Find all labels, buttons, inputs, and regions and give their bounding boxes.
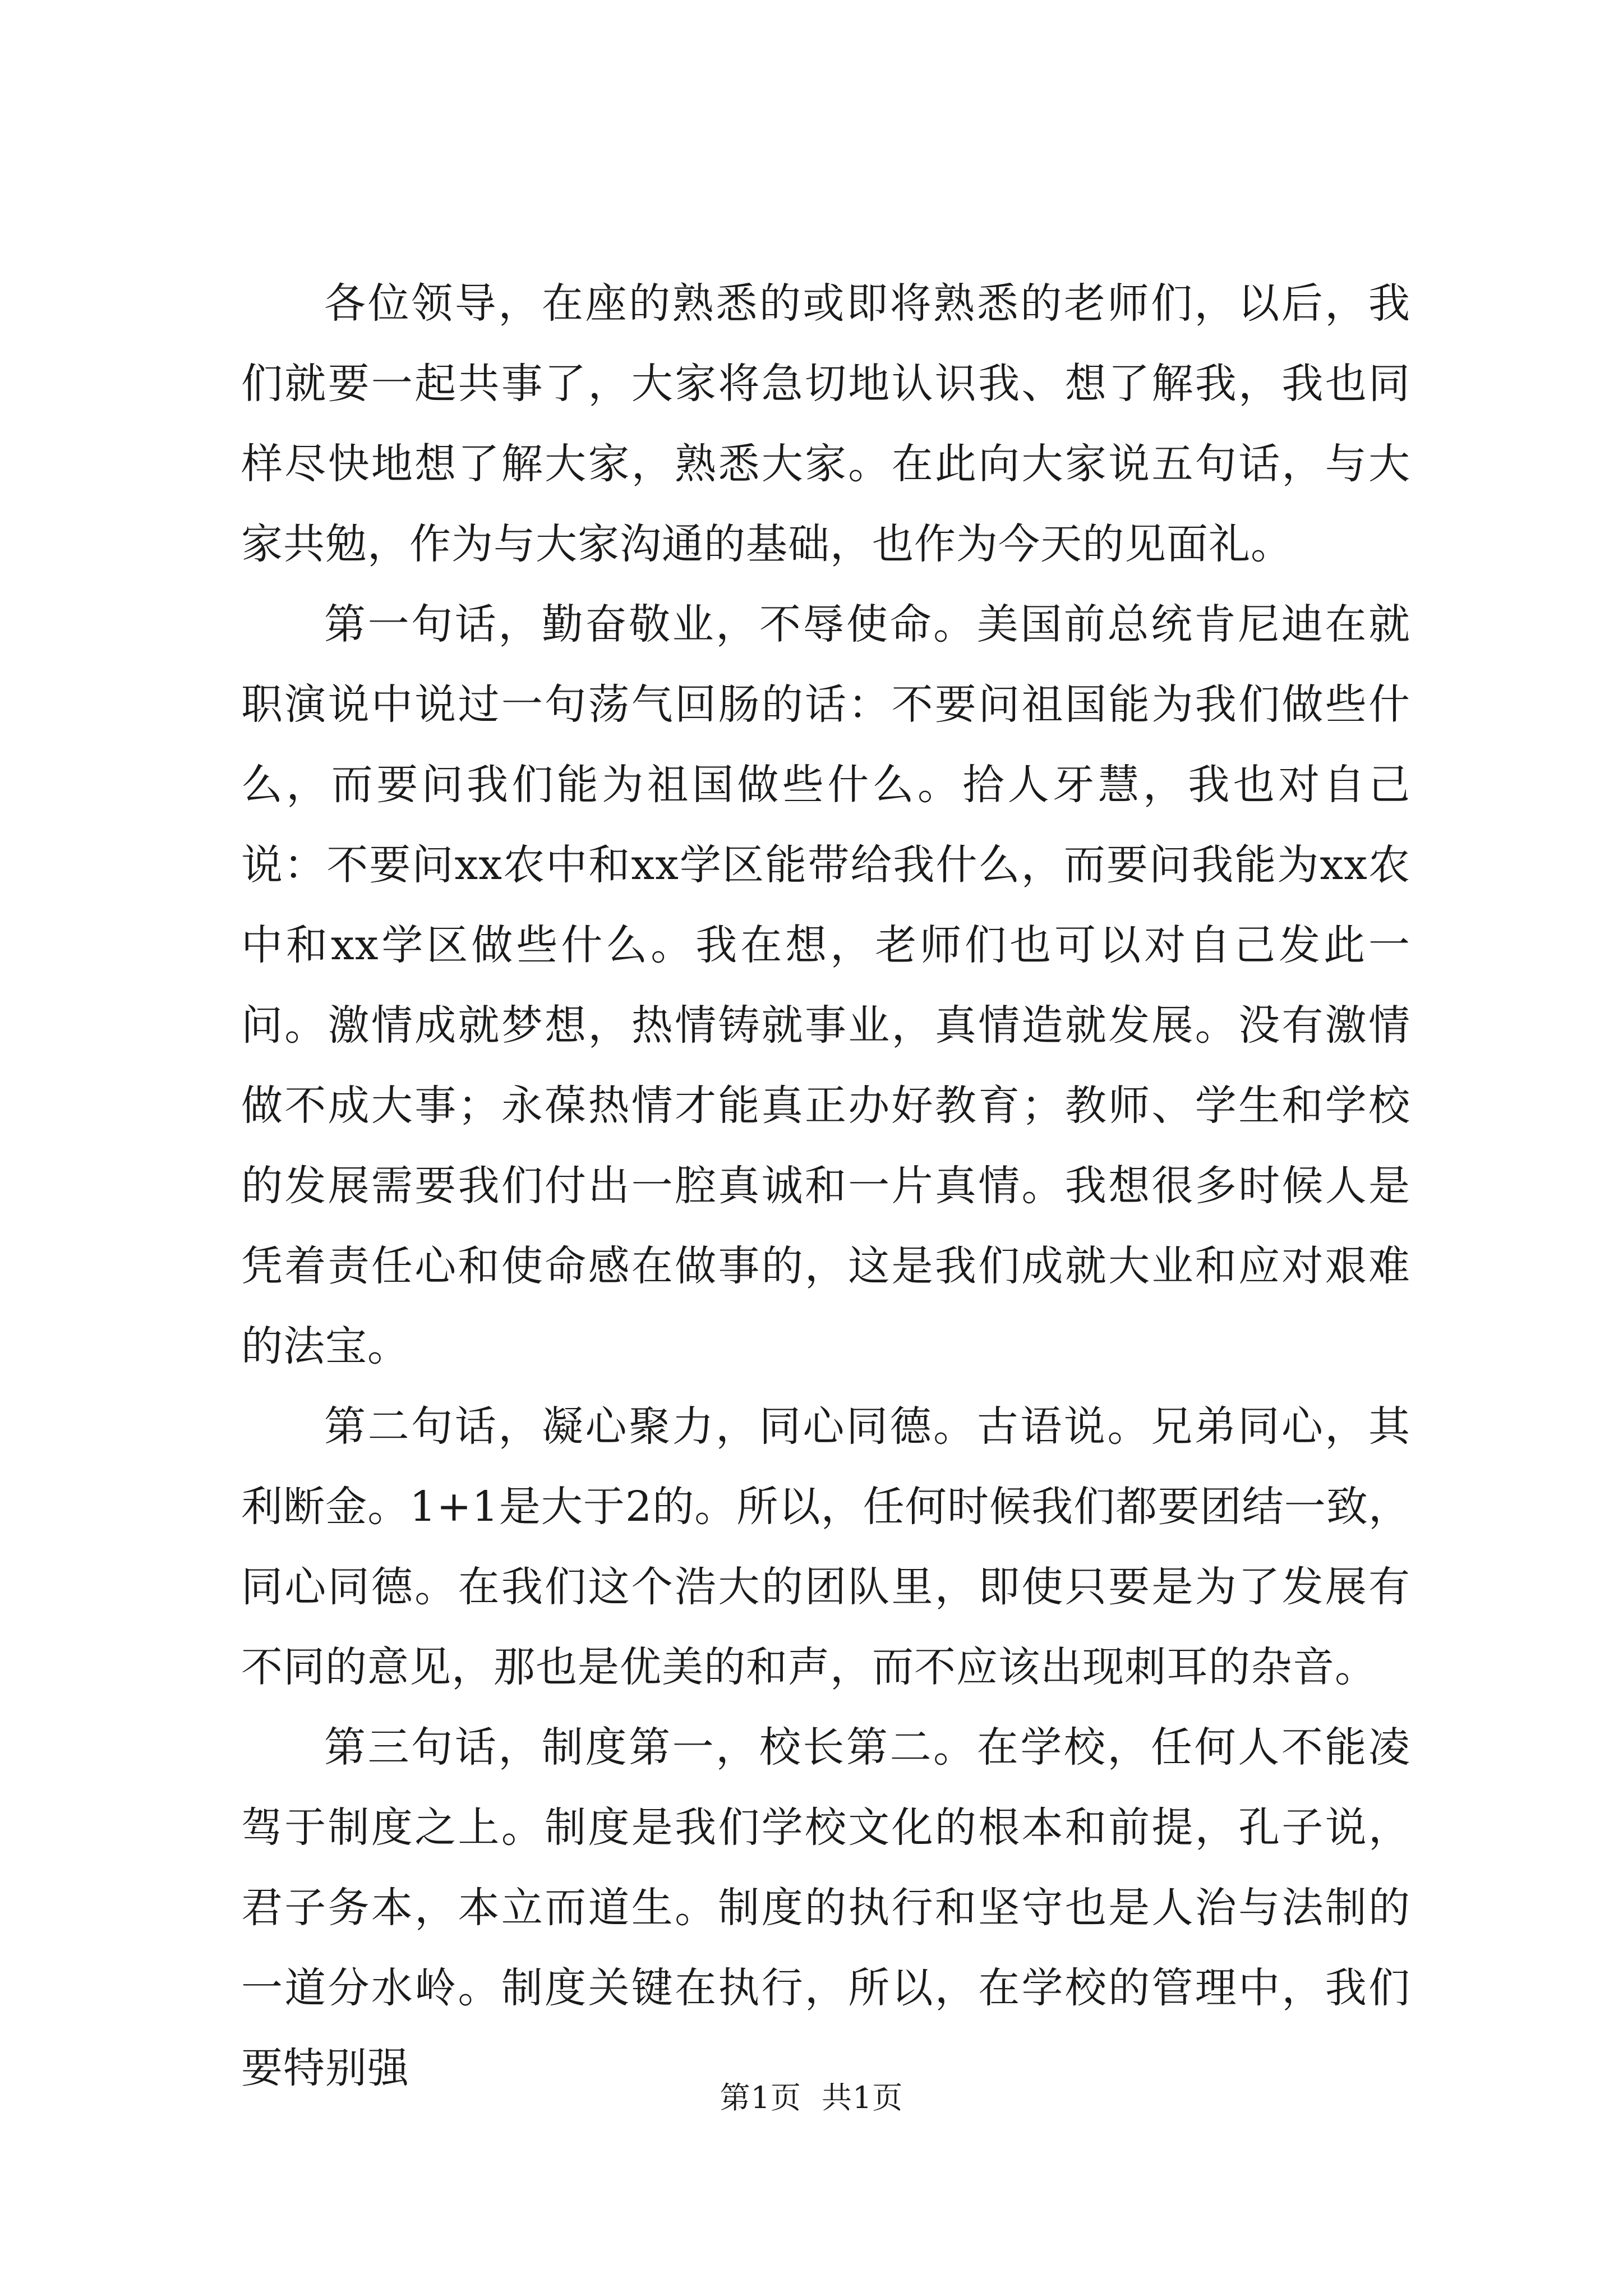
paragraph-4: 第三句话，制度第一，校长第二。在学校，任何人不能凌驾于制度之上。制度是我们学校文化的根本和前提，孔子说，君子务本，本立而道生。制度的执行和坚守也是人治与法制的一道分水岭。制度关键在执行，所以，在学校的管理中，我们要特别强 [241,1723,1410,2092]
paragraph-2: 第一句话，勤奋敬业，不辱使命。美国前总统肯尼迪在就职演说中说过一句荡气回肠的话：不要问祖国能为我们做些什么，而要问我们能为祖国做些什么。拾人牙慧，我也对自己说：不要问xx农中和xx学区能带给我什么，而要问我能为xx农中和xx学区做些什么。我在想，老师们也可以对自己发此一问。激情成就梦想，热情铸就事业，真情造就发展。没有激情做不成大事；永葆热情才能真正办好教育；教师、学生和学校的发展需要我们付出一腔真诚和一片真情。我想很多时候人是凭着责任心和使命感在做事的，这是我们成就大业和应对艰难的法宝。 [241,600,1410,1370]
paragraph-3: 第二句话，凝心聚力，同心同德。古语说。兄弟同心，其利断金。1+1是大于2的。所以，任何时候我们都要团结一致，同心同德。在我们这个浩大的团队里，即使只要是为了发展有不同的意见，那也是优美的和声，而不应该出现刺耳的杂音。 [241,1402,1410,1691]
paragraph-1: 各位领导，在座的熟悉的或即将熟悉的老师们，以后，我们就要一起共事了，大家将急切地认识我、想了解我，我也同样尽快地想了解大家，熟悉大家。在此向大家说五句话，与大家共勉，作为与大家沟通的基础，也作为今天的见面礼。 [241,279,1410,568]
page-number: 第1页 [720,2080,801,2115]
total-pages: 共1页 [822,2080,903,2115]
page-footer [0,2076,1623,2120]
document-body [241,264,1410,2109]
